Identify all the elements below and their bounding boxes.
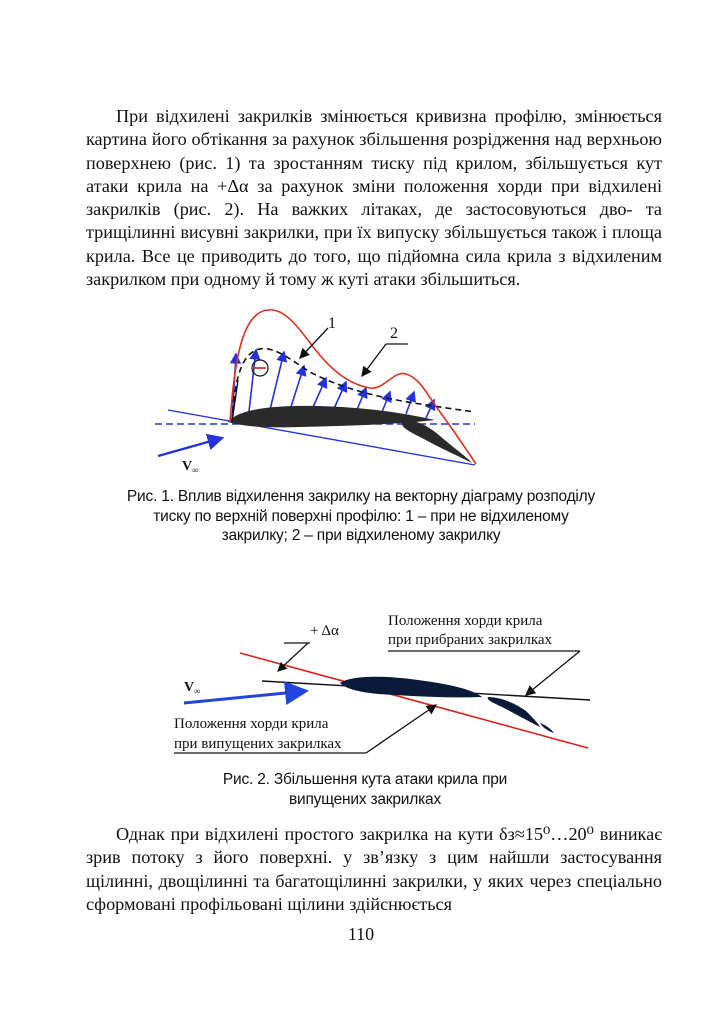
paragraph-flaps-effect: При відхилені закрилків змінюється кривизна профілю, змінюється картина його обтікання за рахунок збільшення розрідження над верхньою поверхнею (рис. 1) та зростанням тиску під крилом, збільшується кут атаки крила на +Δα за рахунок зміни положення хорди при відхилені закрилків (рис. 2). На важких літаках, де застосовуються дво- та трищілинні висувні закрилки, при їх випуску збільшується також і площа крила. Все це приводить до того, що підйомна сила крила з відхиленим закрилком при одному й тому ж куті атаки збільшиться.: [86, 106, 662, 290]
label-extended-line2: при випущених закрилках: [174, 736, 342, 752]
label-retracted-line2: при прибраних закрилках: [388, 632, 553, 648]
retracted-pointer: [526, 651, 580, 695]
label-2-pointer: [362, 344, 386, 376]
figure-1-svg: [150, 300, 490, 480]
chord-extended-flaps: [240, 653, 588, 748]
velocity-label: $V_\infty$: [182, 459, 199, 475]
flap-fig2-2: [540, 723, 554, 733]
delta-alpha-label: + Δα: [310, 623, 339, 639]
page-number: 110: [347, 924, 375, 944]
freestream-velocity-arrow: [158, 438, 222, 456]
label-1-pointer: [300, 328, 328, 358]
freestream-velocity-arrow-2: [184, 691, 306, 703]
extended-pointer: [366, 705, 436, 753]
figure-1-caption: Рис. 1. Вплив відхилення закрилку на векторну діаграму розподілу тиску по верхній поверхні профілю: 1 – при не відхиленому закрилку; 2 – при відхиленому закрилку: [126, 488, 596, 544]
label-retracted-line1: Положення хорди крила: [388, 613, 543, 629]
figure-2-angle-of-attack: [170, 605, 600, 755]
paragraph-flow-separation: Однак при відхилені простого закрилка на кути δз≈15⁰…20⁰ виникає зрив потоку з його поверхні. у зв’язку з цим найшли застосування щілинні, двощілинні та багатощілинні закрилки, у яких через спеціально сформовані профільовані щілини здійснюється: [86, 824, 662, 914]
figure-1-pressure-diagram: [150, 300, 490, 480]
figure-2-svg: [170, 605, 600, 755]
label-extended-line1: Положення хорди крила: [174, 716, 329, 732]
curve-label-1: 1: [328, 315, 336, 332]
curve-label-2: 2: [390, 325, 398, 342]
velocity-label-2: $V_\infty$: [184, 680, 201, 696]
figure-2-caption: Рис. 2. Збільшення кута атаки крила при випущених закрилках: [222, 771, 508, 808]
airfoil-fig2: [340, 677, 482, 698]
